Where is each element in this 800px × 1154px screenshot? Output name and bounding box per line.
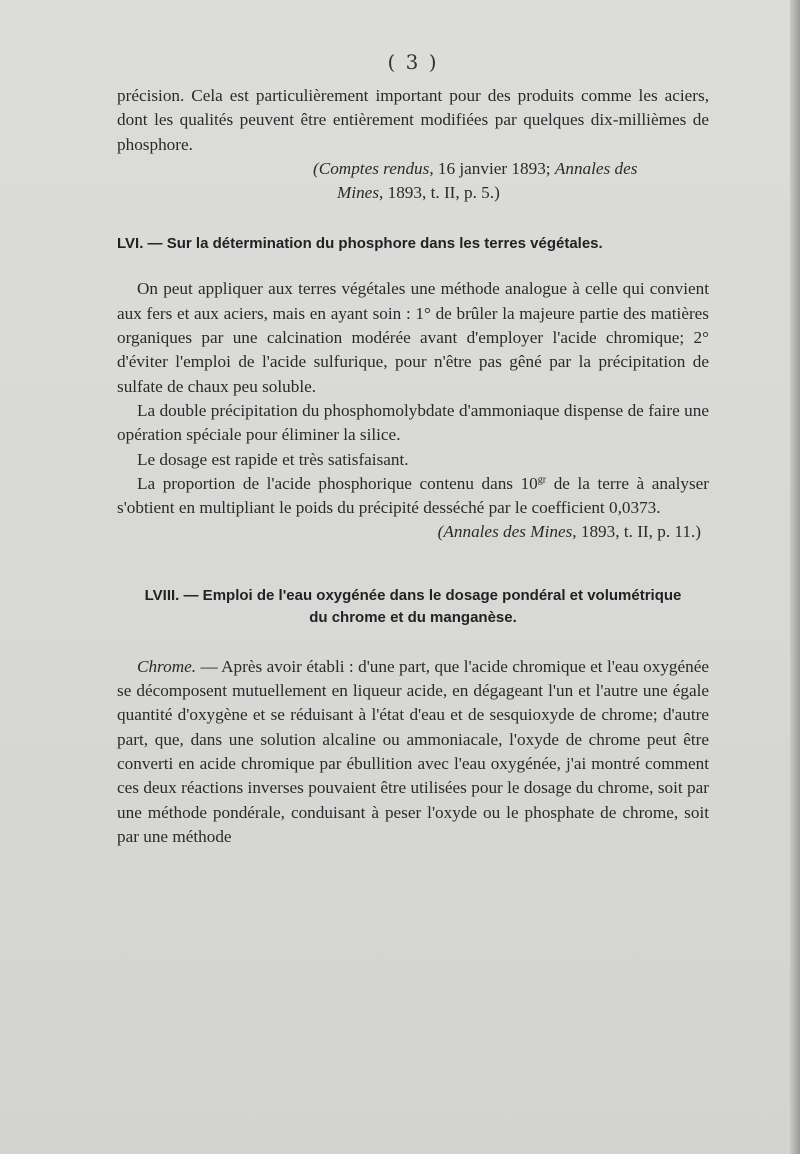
citation-annales [117,520,709,544]
page-number: ( 3 ) [387,50,439,74]
citation-mines-italic: Mines, [337,183,384,203]
section-heading-lvi: LVI. — Sur la détermination du phosphore dans les terres végétales. [117,235,603,253]
page-content [117,50,709,849]
citation-annales-italic: Annales des [554,158,638,178]
top-paragraph: précision. Cela est particulièrement important pour des produits comme les aciers, dont les qualités peuvent être entièrement modifiées par quelques dix-millièmes de phosphore. [117,86,709,154]
section-heading-lviii [117,585,709,629]
grams-superscript: gr [537,474,547,486]
citation-volume: 1893, t. II, p. 5.) [383,183,500,203]
lvi-p4-after: de la terre à analyser s'obtient en multipliant le poids du précipité desséché par le coefficient 0,0373. [117,473,710,518]
lviii-heading-line1: LVIII. — Emploi de l'eau oxygénée dans le dosage pondéral et volumétrique [144,586,682,604]
citation-annales-source: (Annales des Mines, [437,522,577,542]
lviii-paragraph-1 [117,655,709,849]
citation-comptes-rendus-line1 [117,157,709,181]
lviii-p1-text: — Après avoir établi : d'une part, que l'acide chromique et l'eau oxygénée se décomposent mutuellement en liqueur acide, en dégageant l'un et l'autre une égale quantité d'oxygène et se réduisant à l'état d'eau et de sesquioxyde de chrome; d'autre part, que, dans une solution alcaline ou ammoniacale, l'oxyde de chrome peut être converti en acide chromique par ébullition avec l'eau oxygénée, j'ai montré comment ces deux réactions inverses pouvaient être utilisées pour le dosage du chrome, soit par une méthode pondérale, conduisant à peser l'oxyde ou le phosphate de chrome, soit par une méthode [117,656,709,846]
lvi-paragraph-1: On peut appliquer aux terres végétales une méthode analogue à celle qui convient aux fers et aux aciers, mais en ayant soin : 1° de brûler la majeure partie des matières organiques par une calcination modérée avant d'employer l'acide chromique; 2° d'éviter l'emploi de l'acide sulfurique, pour n'être pas gêné par la précipitation de sulfate de chaux peu soluble. [117,279,709,396]
citation-comptes-rendus-line2 [117,181,709,205]
lviii-heading-line2: du chrome et du manganèse. [309,608,517,626]
lvi-p4-before: La proportion de l'acide phosphorique contenu dans 10 [137,473,538,493]
lvi-paragraph-4 [117,472,709,521]
citation-annales-volume: 1893, t. II, p. 11.) [576,522,701,542]
citation-date: 16 janvier 1893; [433,158,555,178]
lvi-paragraph-3: Le dosage est rapide et très satisfaisant. [137,449,409,469]
chrome-lead: Chrome. [137,656,197,676]
page-edge-shadow [790,0,800,1154]
lvi-paragraph-2: La double précipitation du phosphomolybdate d'ammoniaque dispense de faire une opération spéciale pour éliminer la silice. [117,400,709,445]
citation-source-italic: (Comptes rendus, [313,158,434,178]
